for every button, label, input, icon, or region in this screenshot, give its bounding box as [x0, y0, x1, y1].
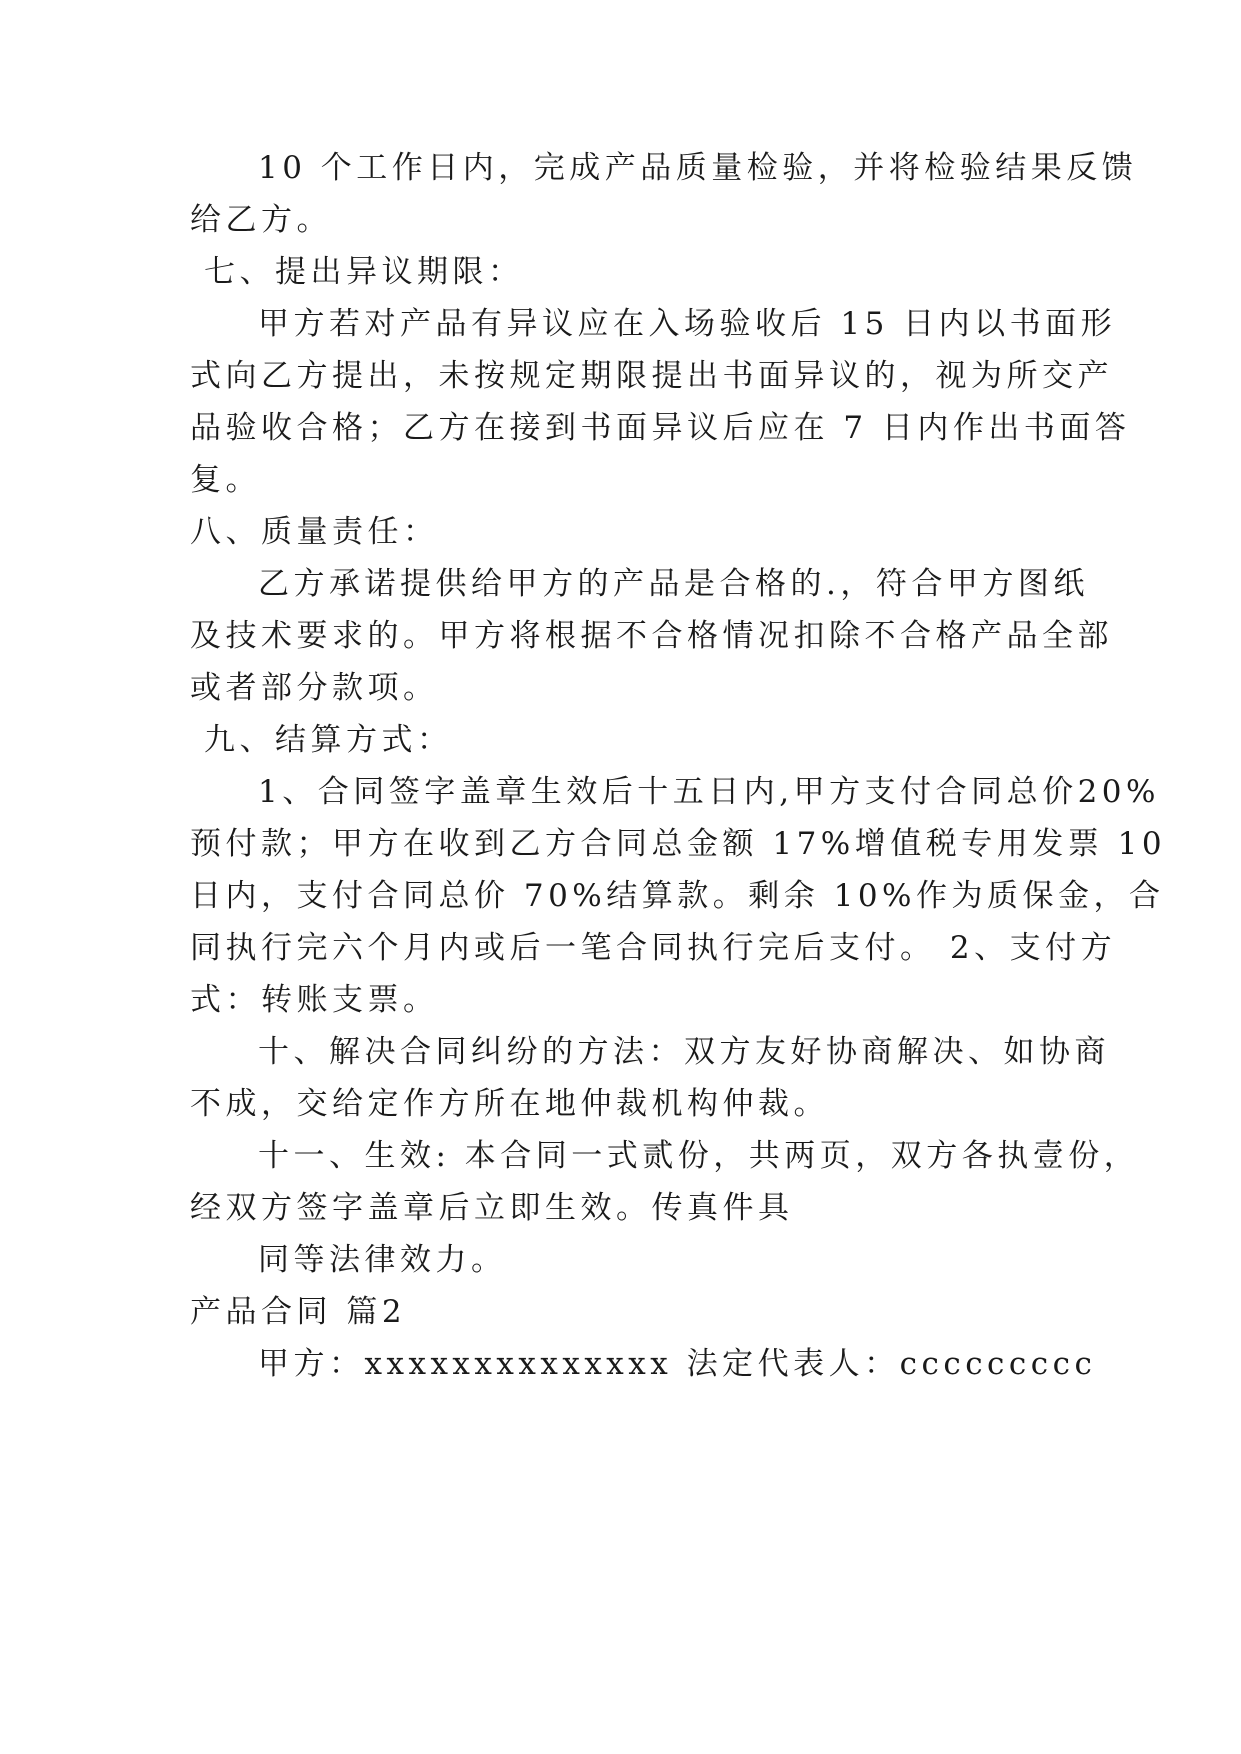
text-line: 10 个工作日内，完成产品质量检验，并将检验结果反馈: [258, 150, 1138, 186]
text-line: 日内，支付合同总价 70%结算款。剩余 10%作为质保金，合: [190, 878, 1165, 914]
text-line: 及技术要求的。甲方将根据不合格情况扣除不合格产品全部: [190, 618, 1113, 654]
text-line: 不成，交给定作方所在地仲裁机构仲裁。: [190, 1086, 829, 1122]
section-heading: 七、提出异议期限：: [204, 254, 524, 290]
text-line: 复。: [190, 462, 261, 498]
text-line: 乙方承诺提供给甲方的产品是合格的.，符合甲方图纸: [258, 566, 1089, 602]
text-line: 十一、生效: 本合同一式贰份，共两页，双方各执壹份，: [258, 1138, 1140, 1174]
text-line: 式向乙方提出，未按规定期限提出书面异议的，视为所交产: [190, 358, 1113, 394]
text-line: 同执行完六个月内或后一笔合同执行完后支付。 2、支付方: [190, 930, 1117, 966]
section-title: 产品合同 篇2: [190, 1294, 407, 1330]
section-heading: 八、质量责任：: [190, 514, 439, 550]
text-line: 同等法律效力。: [258, 1242, 507, 1278]
section-heading: 九、结算方式：: [204, 722, 453, 758]
text-line: 给乙方。: [190, 202, 332, 238]
text-line: 预付款；甲方在收到乙方合同总金额 17%增值税专用发票 10: [190, 826, 1167, 862]
text-line: 或者部分款项。: [190, 670, 439, 706]
text-line: 甲方：xxxxxxxxxxxxxx 法定代表人：ccccccccc: [258, 1346, 1097, 1382]
text-line: 经双方签字盖章后立即生效。传真件具: [190, 1190, 794, 1226]
text-line: 式：转账支票。: [190, 982, 439, 1018]
text-line: 品验收合格；乙方在接到书面异议后应在 7 日内作出书面答: [190, 410, 1131, 446]
text-line: 1、合同签字盖章生效后十五日内,甲方支付合同总价20%: [258, 774, 1160, 810]
text-line: 甲方若对产品有异议应在入场验收后 15 日内以书面形: [258, 306, 1117, 342]
text-line: 十、解决合同纠纷的方法：双方友好协商解决、如协商: [258, 1034, 1110, 1070]
